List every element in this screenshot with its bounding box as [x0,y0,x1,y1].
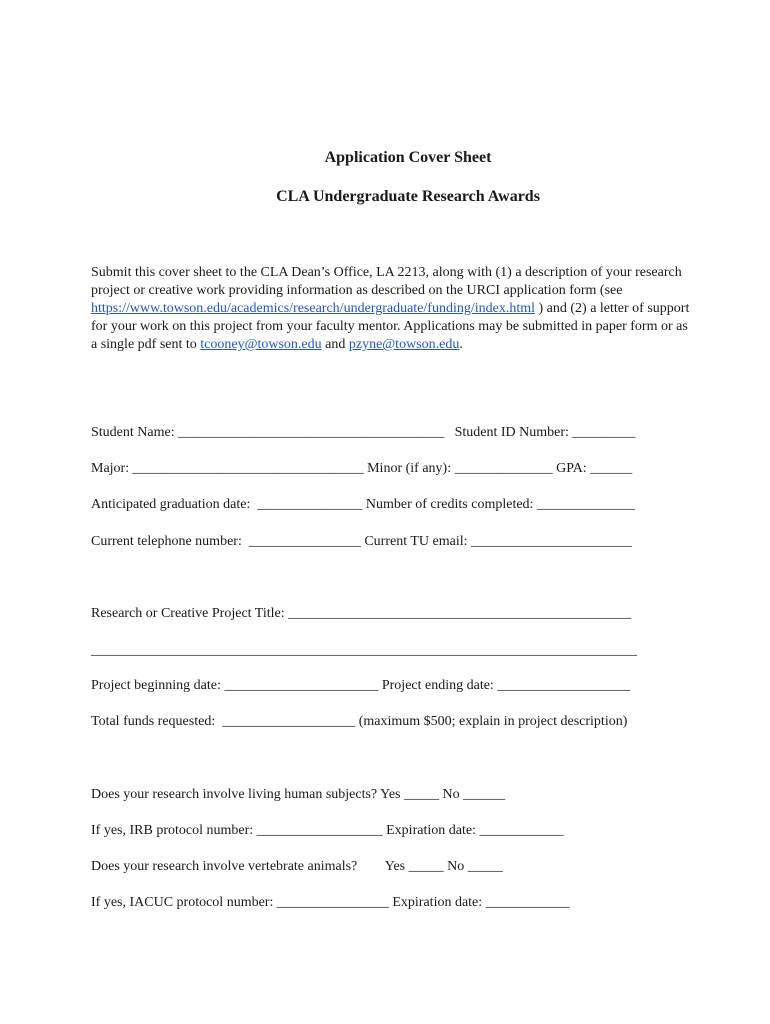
project-dates-row[interactable]: Project beginning date: ______________________ Project ending date: ___________________ [91,678,631,693]
contact-row[interactable]: Current telephone number: ________________ Current TU email: _______________________ [91,534,633,549]
project-title-row[interactable]: Research or Creative Project Title: _________________________________________________ [91,606,632,621]
urci-funding-link[interactable]: https://www.towson.edu/academics/research/undergraduate/funding/index.html [91,301,535,316]
iacuc-protocol-row[interactable]: If yes, IACUC protocol number: ________________ Expiration date: ____________ [91,895,570,910]
major-row[interactable]: Major: _________________________________ Minor (if any): ______________ GPA: ______ [91,461,633,476]
intro-text-4: . [459,337,463,352]
funds-requested-row[interactable]: Total funds requested: ___________________ (maximum $500; explain in project description) [91,714,628,729]
human-subjects-row[interactable]: Does your research involve living human subjects? Yes _____ No ______ [91,787,506,802]
intro-text-2: ) and (2) a letter of support for your work on this project from your faculty mentor. Applications may be submitted in paper form or as a single pdf sent to [91,301,690,352]
student-name-row[interactable]: Student Name: ______________________________________ Student ID Number: _________ [91,425,636,440]
page-title: Application Cover Sheet [324,149,492,166]
project-title-continuation-row[interactable]: ______________________________________________________________________________ [91,643,637,658]
graduation-row[interactable]: Anticipated graduation date: _______________ Number of credits completed: ______________ [91,497,635,512]
page-subtitle: CLA Undergraduate Research Awards [276,188,540,205]
intro-text-3: and [321,337,349,352]
pzyne-email-link[interactable]: pzyne@towson.edu [348,337,460,352]
tcooney-email-link[interactable]: tcooney@towson.edu [200,337,322,352]
irb-protocol-row[interactable]: If yes, IRB protocol number: __________________ Expiration date: ____________ [91,823,564,838]
instructions-paragraph [91,264,691,354]
intro-text-1: Submit this cover sheet to the CLA Dean’s Office, LA 2213, along with (1) a description of your research project or creative work providing information as described on the URCI application form (see [91,265,682,298]
vertebrate-animals-row[interactable]: Does your research involve vertebrate animals? Yes _____ No _____ [91,859,503,874]
